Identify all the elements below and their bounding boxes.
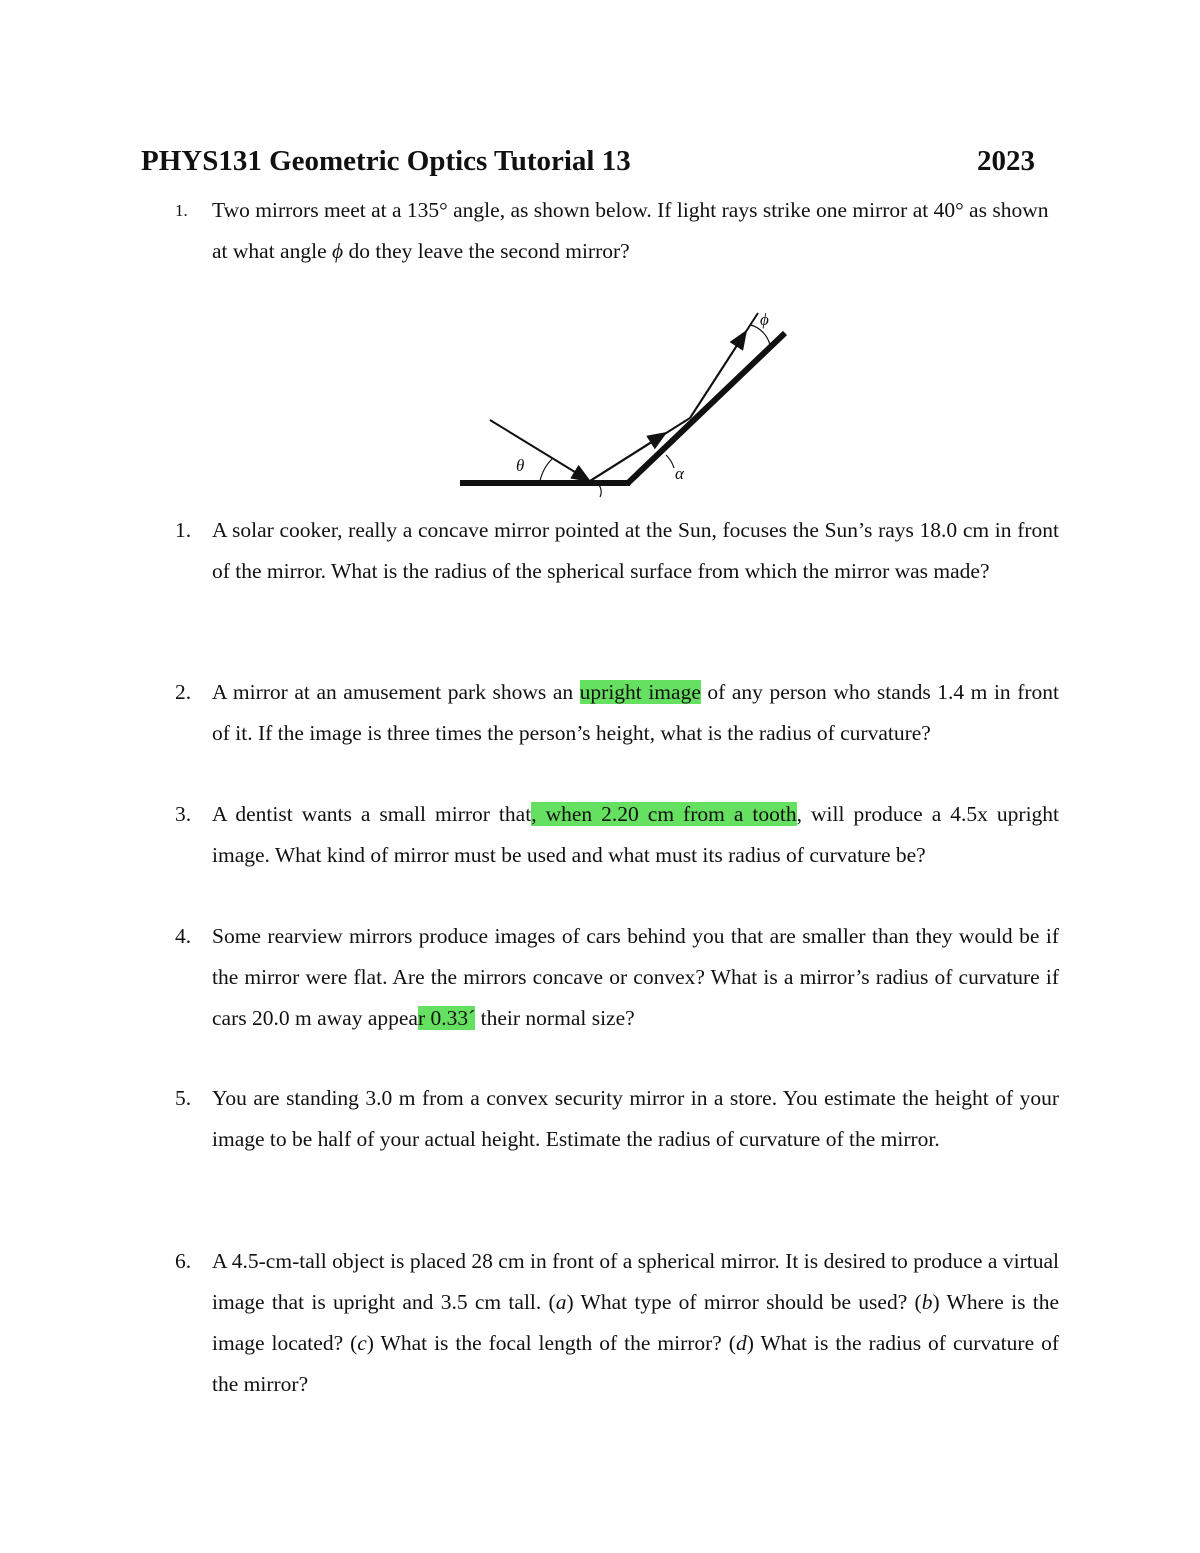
- question-item: [141, 794, 1059, 876]
- incident-ray: [490, 420, 588, 480]
- part-letter: d: [735, 1331, 747, 1355]
- question-text: [212, 916, 1059, 1039]
- question-number: 5.: [175, 1086, 192, 1110]
- question-text-part: , will produce a 4.5x upright image. What kind of mirror must be used and what must its radius of curvature be?: [212, 802, 1060, 867]
- title-text: PHYS131 Geometric Optics Tutorial 13: [141, 145, 631, 177]
- question-text-part: Two mirrors meet at a 135° angle, as shown below. If light rays strike one mirror at 40° as shown at what angle: [212, 198, 1049, 263]
- highlighted-text: r 0.33´: [417, 1006, 476, 1030]
- normal-arc: [599, 485, 601, 497]
- title-year: 2023: [977, 145, 1035, 177]
- question-item: [141, 916, 1059, 1039]
- highlighted-text: , when 2.20 cm from a tooth: [531, 802, 797, 826]
- question-text-part: A mirror at an amusement park shows an: [212, 680, 580, 704]
- question-text-part: You are standing 3.0 m from a convex security mirror in a store. You estimate the height of your image to be half of your actual height. Estimate the radius of curvature of the mirror.: [212, 1086, 1059, 1151]
- question-number: 1.: [175, 201, 188, 220]
- question-text: [212, 190, 1059, 272]
- phi-label: ϕ: [760, 310, 769, 329]
- question-item: [141, 510, 1059, 592]
- question-text: [212, 1241, 1059, 1405]
- question-text-part: their normal size?: [475, 1006, 635, 1030]
- question-text-part: ) What type of mirror should be used? (: [566, 1290, 922, 1314]
- mirror-diagram: [440, 295, 810, 505]
- theta-arc: [540, 459, 552, 481]
- question-text-part: do they leave the second mirror?: [343, 239, 630, 263]
- question-item: [141, 672, 1059, 754]
- question-text-part: A dentist wants a small mirror that: [212, 802, 532, 826]
- question-text-part: ) What is the radius of curvature of the mirror?: [212, 1331, 1059, 1396]
- part-letter: c: [357, 1331, 367, 1355]
- question-text-part: A solar cooker, really a concave mirror pointed at the Sun, focuses the Sun’s rays 18.0 cm in front of the mirror. What is the radius of the spherical surface from which the mirror was made?: [212, 518, 1059, 583]
- theta-label: θ: [516, 456, 525, 475]
- alpha-arc: [666, 455, 674, 468]
- question-number: 3.: [175, 802, 192, 826]
- part-letter: a: [555, 1290, 567, 1314]
- question-number: 4.: [175, 924, 192, 948]
- question-text-part: ) Where is the image located? (: [212, 1290, 1060, 1355]
- inclined-mirror: [628, 333, 785, 483]
- question-text-part: A 4.5-cm-tall object is placed 28 cm in front of a spherical mirror. It is desired to produce a virtual image that is upright and 3.5 cm tall. (: [212, 1249, 1059, 1314]
- question-text-part: of any person who stands 1.4 m in front of it. If the image is three times the person’s height, what is the radius of curvature?: [212, 680, 1060, 745]
- question-item: [141, 1078, 1059, 1160]
- question-text: [212, 1078, 1059, 1160]
- intro-question: [141, 190, 1059, 272]
- question-number: 1.: [175, 518, 192, 542]
- question-text-part: Some rearview mirrors produce images of cars behind you that are smaller than they would be if the mirror were flat. Are the mirrors concave or convex? What is a mirror’s radius of curvature if cars 20.0 m away appea: [212, 924, 1059, 1030]
- phi-symbol: ϕ: [332, 239, 344, 263]
- question-text: [212, 794, 1059, 876]
- question-number: 2.: [175, 680, 192, 704]
- highlighted-text: upright image: [579, 680, 701, 704]
- question-number: 6.: [175, 1249, 192, 1273]
- alpha-label: α: [675, 464, 684, 483]
- question-text: [212, 510, 1059, 592]
- question-text-part: ) What is the focal length of the mirror? (: [366, 1331, 736, 1355]
- question-item: [141, 1241, 1059, 1405]
- question-text: [212, 672, 1059, 754]
- part-letter: b: [921, 1290, 933, 1314]
